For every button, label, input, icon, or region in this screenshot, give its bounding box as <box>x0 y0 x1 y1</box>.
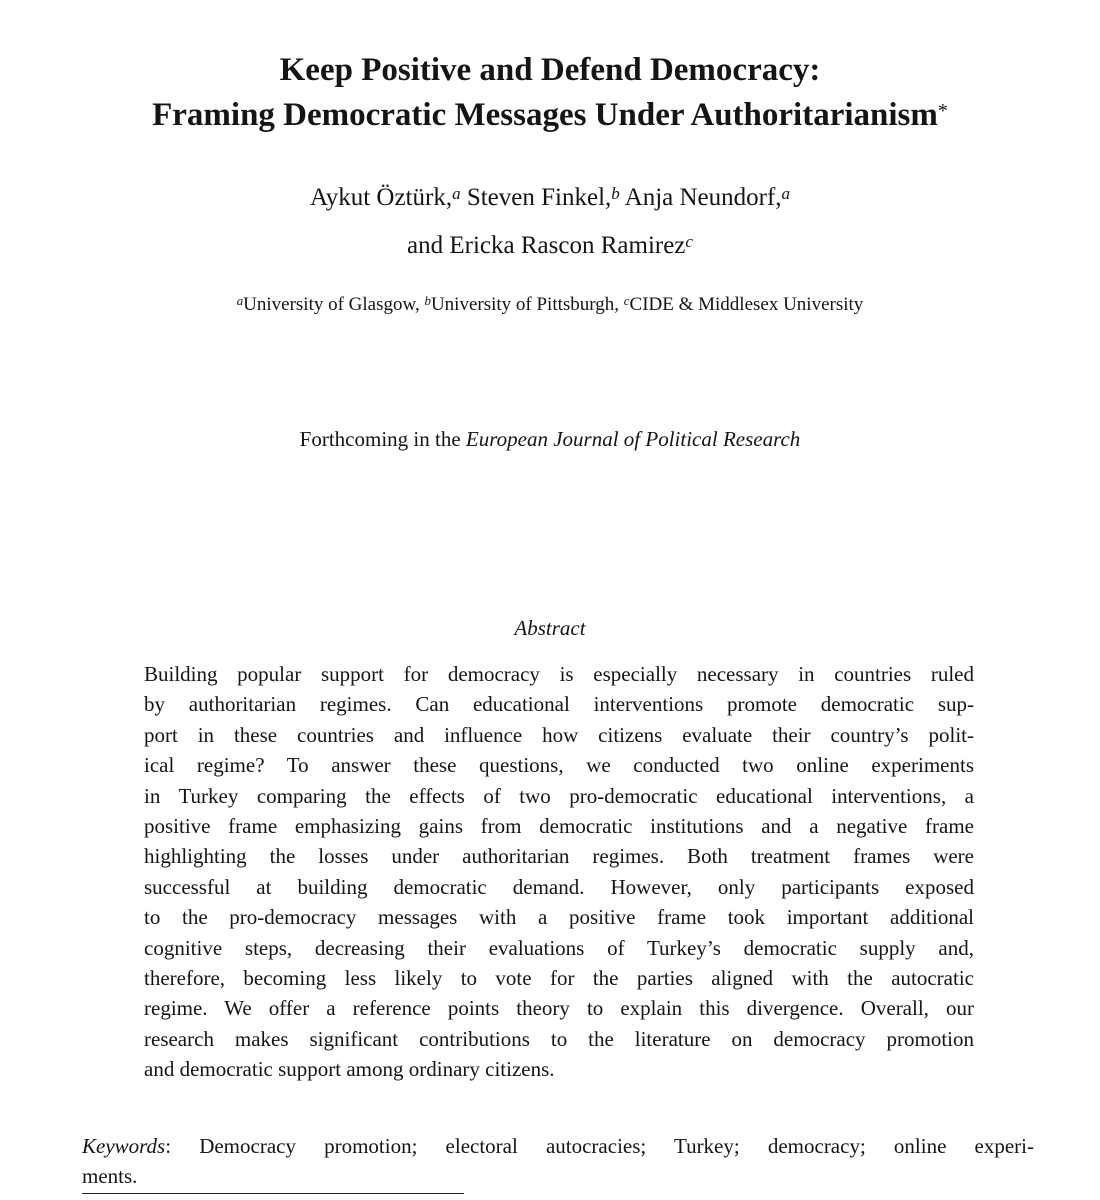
abstract-line: in Turkey comparing the effects of two pro-democratic educational interventions, a <box>144 783 974 808</box>
affiliation-name: CIDE & Middlesex University <box>629 294 864 315</box>
paper-title-line-1 <box>0 48 1100 92</box>
affiliation-name: University of Pittsburgh, <box>430 294 620 315</box>
abstract-line: highlighting the losses under authoritarian regimes. Both treatment frames were <box>144 844 974 869</box>
author-name: Aykut Öztürk, <box>309 184 453 211</box>
author-affiliation-mark: c <box>685 232 693 251</box>
title-text: Framing Democratic Messages Under Authoritarianism <box>152 97 938 133</box>
paper-title-line-2 <box>0 93 1100 137</box>
keywords-block <box>82 1131 1034 1191</box>
abstract-body <box>144 659 974 1084</box>
abstract-line: cognitive steps, decreasing their evaluations of Turkey’s democratic supply and, <box>144 935 974 960</box>
abstract-line: regime. We offer a reference points theory to explain this divergence. Overall, our <box>144 996 974 1021</box>
abstract-line: Building popular support for democracy is especially necessary in countries ruled <box>144 662 974 686</box>
abstract-line: by authoritarian regimes. Can educational interventions promote democratic sup- <box>144 692 974 717</box>
affiliation-mark: c <box>623 293 630 308</box>
affiliation-name: University of Glasgow, <box>243 294 420 315</box>
publication-note <box>0 425 1100 453</box>
author-name: Anja Neundorf, <box>624 184 782 211</box>
keywords-label: Keywords <box>82 1134 166 1158</box>
abstract-heading: Abstract <box>514 616 586 640</box>
abstract-line: to the pro-democracy messages with a positive frame took important additional <box>144 905 974 930</box>
abstract-line: therefore, becoming less likely to vote for the parties aligned with the autocratic <box>144 965 974 990</box>
keywords-line: ments. <box>82 1164 138 1188</box>
affiliation-mark: b <box>424 293 431 308</box>
abstract-line: positive frame emphasizing gains from democratic institutions and a negative frame <box>144 813 974 838</box>
author-affiliation-mark: a <box>781 184 791 203</box>
publication-prefix: Forthcoming in the <box>299 427 466 451</box>
abstract-line: and democratic support among ordinary citizens. <box>144 1057 555 1082</box>
abstract-line: successful at building democratic demand. However, only participants exposed <box>144 874 974 899</box>
abstract-line: ical regime? To answer these questions, we conducted two online experiments <box>144 753 974 778</box>
author-name: and Ericka Rascon Ramirez <box>407 232 686 259</box>
affiliation-mark: a <box>236 293 244 308</box>
title-text: Keep Positive and Defend Democracy: <box>279 52 821 88</box>
keywords-line <box>82 1131 1034 1161</box>
author-list <box>0 182 1100 214</box>
title-footnote-mark: * <box>937 100 948 122</box>
keywords-text: : Democracy promotion; electoral autocracies; Turkey; democracy; online experi- <box>165 1134 1034 1158</box>
affiliations <box>0 292 1100 318</box>
abstract-line: port in these countries and influence how citizens evaluate their country’s polit- <box>144 722 974 747</box>
author-affiliation-mark: a <box>452 184 461 203</box>
author-list-continued <box>0 230 1100 262</box>
abstract-line: research makes significant contributions to the literature on democracy promotion <box>144 1026 974 1051</box>
author-name: Steven Finkel, <box>466 184 612 211</box>
journal-name: European Journal of Political Research <box>465 427 801 451</box>
footnote-rule <box>82 1193 464 1194</box>
author-affiliation-mark: b <box>611 184 620 203</box>
